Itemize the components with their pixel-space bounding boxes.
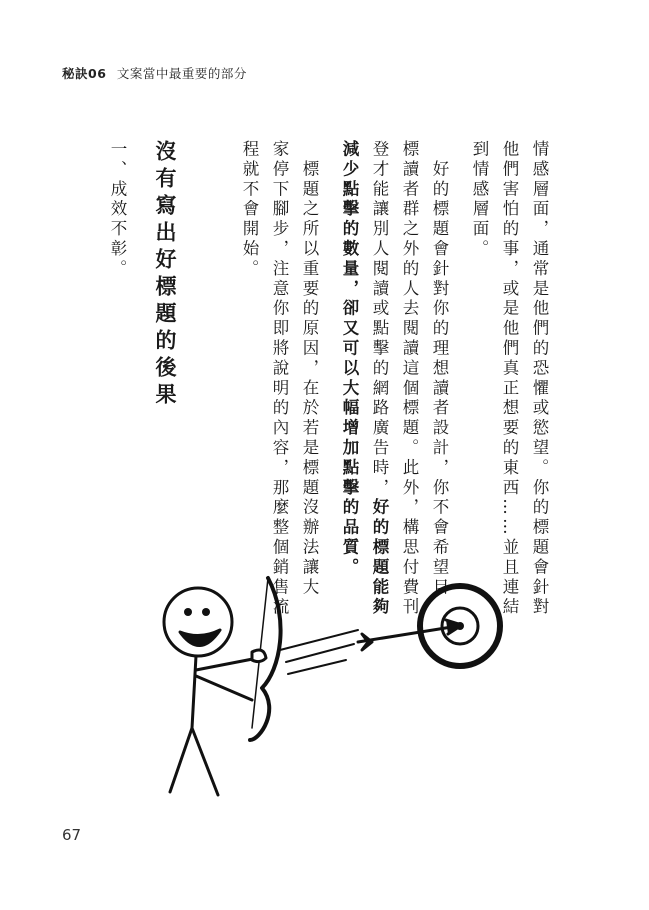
archer-illustration bbox=[140, 560, 520, 810]
text-column-5: 標讀者群之外的人去閱讀這個標題。此外，構思付費刊 bbox=[400, 140, 419, 618]
text-column-6-plain: 登才能讓別人閱讀或點擊的網路廣告時， bbox=[370, 140, 389, 499]
chapter-title: 文案當中最重要的部分 bbox=[116, 66, 247, 81]
text-column-1: 情感層面，通常是他們的恐懼或慾望。你的標題會針對 bbox=[530, 140, 549, 618]
running-header bbox=[62, 64, 247, 82]
text-column-6-bold: 好的標題能夠 bbox=[370, 498, 389, 618]
text-column-9: 家停下腳步，注意你即將說明的內容，那麼整個銷售流 bbox=[270, 140, 289, 618]
section-heading: 沒有寫出好標題的後果 bbox=[153, 140, 177, 410]
list-item: 一、成效不彰。 bbox=[108, 140, 127, 280]
text-column-8: 標題之所以重要的原因，在於若是標題沒辦法讓大 bbox=[300, 140, 319, 598]
text-column-2: 他們害怕的事，或是他們真正想要的東西……並且連結 bbox=[500, 140, 519, 618]
text-column-7-bold: 減少點擊的數量，卻又可以大幅增加點擊的品質。 bbox=[340, 140, 359, 578]
text-column-6 bbox=[364, 140, 394, 618]
text-column-3: 到情感層面。 bbox=[470, 140, 489, 260]
text-column-10: 程就不會開始。 bbox=[240, 140, 259, 280]
chapter-label: 秘訣06 bbox=[62, 66, 107, 81]
page-number: 67 bbox=[62, 826, 82, 844]
text-column-4: 好的標題會針對你的理想讀者設計，你不會希望目 bbox=[430, 140, 449, 598]
